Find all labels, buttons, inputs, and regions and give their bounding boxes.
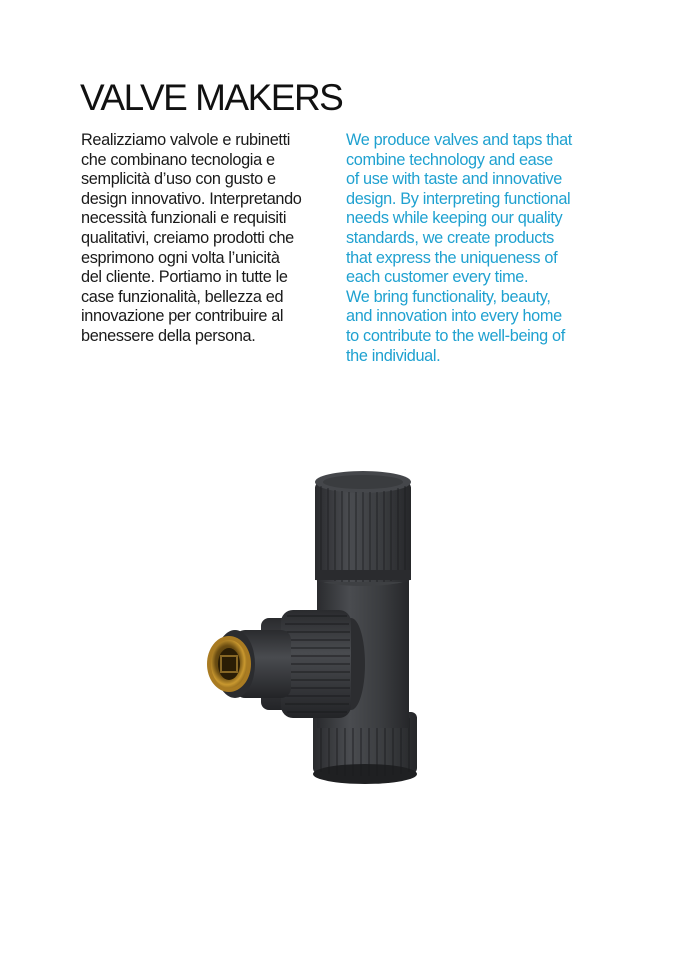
text-line: case funzionalità, bellezza ed	[81, 287, 284, 306]
text-line: We bring functionality, beauty,	[346, 287, 551, 306]
brass-insert	[207, 636, 251, 692]
text-line: benessere della persona.	[81, 326, 256, 345]
valve-product-image	[195, 470, 455, 800]
text-line: and innovation into every home	[346, 307, 562, 326]
english-description	[346, 131, 598, 366]
text-line: We produce valves and taps that	[346, 131, 572, 149]
text-line: standards, we create products	[346, 228, 554, 247]
text-line: innovazione per contribuire al	[81, 307, 284, 326]
text-line: the individual.	[346, 346, 441, 365]
text-line: needs while keeping our quality	[346, 209, 563, 228]
text-line: that express the uniqueness of	[346, 248, 558, 267]
text-line: che combinano tecnologia e	[81, 150, 275, 169]
text-line: semplicità d’uso con gusto e	[81, 170, 276, 189]
text-line: of use with taste and innovative	[346, 170, 562, 189]
valve-head-cap	[315, 471, 411, 582]
text-line: design. By interpreting functional	[346, 189, 571, 208]
text-line: necessità funzionali e requisiti	[81, 209, 287, 228]
text-line: each customer every time.	[346, 268, 529, 287]
text-line: design innovativo. Interpretando	[81, 189, 302, 208]
page-title: VALVE MAKERS	[80, 77, 343, 118]
valve-coupling-nut	[281, 610, 351, 718]
text-line: esprimono ogni volta l’unicità	[81, 248, 280, 267]
text-line: Realizziamo valvole e rubinetti	[81, 131, 291, 149]
text-line: del cliente. Portiamo in tutte le	[81, 268, 288, 287]
text-line: to contribute to the well-being of	[346, 326, 565, 345]
italian-description	[81, 131, 333, 347]
text-line: qualitativi, creiamo prodotti che	[81, 228, 294, 247]
text-line: combine technology and ease	[346, 150, 553, 169]
